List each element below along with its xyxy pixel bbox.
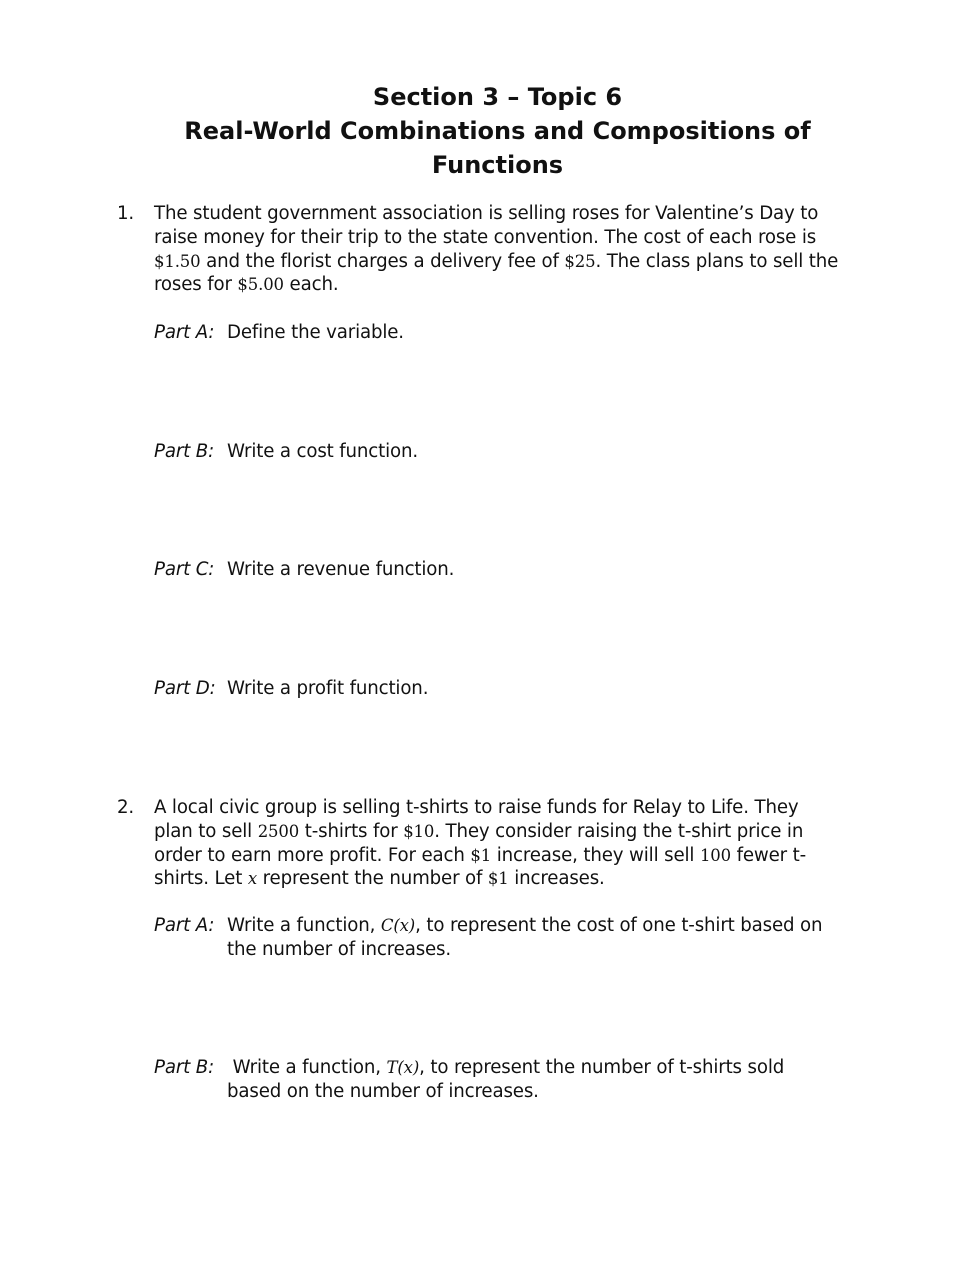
fewer-shirts-value: 100	[699, 845, 731, 865]
increase-amount-value: $1	[487, 869, 509, 889]
title-line-section: Section 3 – Topic 6	[372, 83, 623, 111]
part-label: Part A:	[154, 915, 215, 936]
title-line-topic: Real-World Combinations and Compositions of	[184, 117, 811, 145]
variable-x: x	[247, 869, 257, 889]
part-prompt: Write a cost function.	[227, 441, 419, 462]
part-prompt-continuation: the number of increases.	[227, 938, 452, 960]
question-1-line: roses for $5.00 each.	[154, 274, 339, 296]
function-c-of-x: C(x)	[380, 916, 416, 935]
part-prompt-continuation: based on the number of increases.	[227, 1080, 539, 1102]
question-1-line: $1.50 and the florist charges a delivery fee of $25. The class plans to sell the	[154, 250, 839, 272]
part-label: Part C:	[154, 559, 215, 580]
question-2-line: A local civic group is selling t-shirts to raise funds for Relay to Life. They	[154, 797, 799, 818]
rose-price-value: $5.00	[237, 275, 284, 295]
part-prompt: Define the variable.	[227, 322, 404, 343]
question-1-text	[154, 202, 889, 297]
question-2-text	[154, 796, 889, 891]
part-label: Part D:	[154, 678, 216, 699]
question-1-line: raise money for their trip to the state convention. The cost of each rose is	[154, 226, 817, 248]
title-line-topic-cont: Functions	[431, 151, 564, 179]
delivery-fee-value: $25	[564, 251, 596, 271]
shirt-price-value: $10	[403, 821, 435, 841]
question-1-number: 1.	[117, 203, 135, 224]
question-1-part-d	[154, 677, 889, 701]
part-label: Part B:	[154, 1057, 215, 1078]
part-prompt: Write a revenue function.	[227, 559, 455, 580]
part-label: Part B:	[154, 441, 215, 462]
page-title	[90, 80, 905, 182]
part-prompt: Write a profit function.	[227, 678, 429, 699]
question-1-part-b	[154, 440, 889, 464]
question-2-part-b: Part B: Write a function, T(x), to represent the number of t-shirts sold based on the number of increases.	[154, 1056, 889, 1104]
question-1-part-c	[154, 558, 889, 582]
shirt-quantity-value: 2500	[257, 821, 300, 841]
question-2-line: shirts. Let x represent the number of $1 increases.	[154, 868, 605, 890]
question-2-part-a: Part A: Write a function, C(x), to represent the cost of one t-shirt based on the number of increases.	[154, 914, 889, 962]
question-1-part-a	[154, 321, 889, 345]
question-2-line: plan to sell 2500 t-shirts for $10. They consider raising the t-shirt price in	[154, 820, 804, 842]
question-1-line: The student government association is selling roses for Valentine’s Day to	[154, 203, 819, 224]
rose-cost-value: $1.50	[154, 251, 201, 271]
question-2-line: order to earn more profit. For each $1 increase, they will sell 100 fewer t-	[154, 844, 807, 866]
part-label: Part A:	[154, 322, 215, 343]
question-2-number: 2.	[117, 797, 135, 818]
increase-amount-value: $1	[470, 845, 492, 865]
function-t-of-x: T(x)	[386, 1058, 420, 1077]
